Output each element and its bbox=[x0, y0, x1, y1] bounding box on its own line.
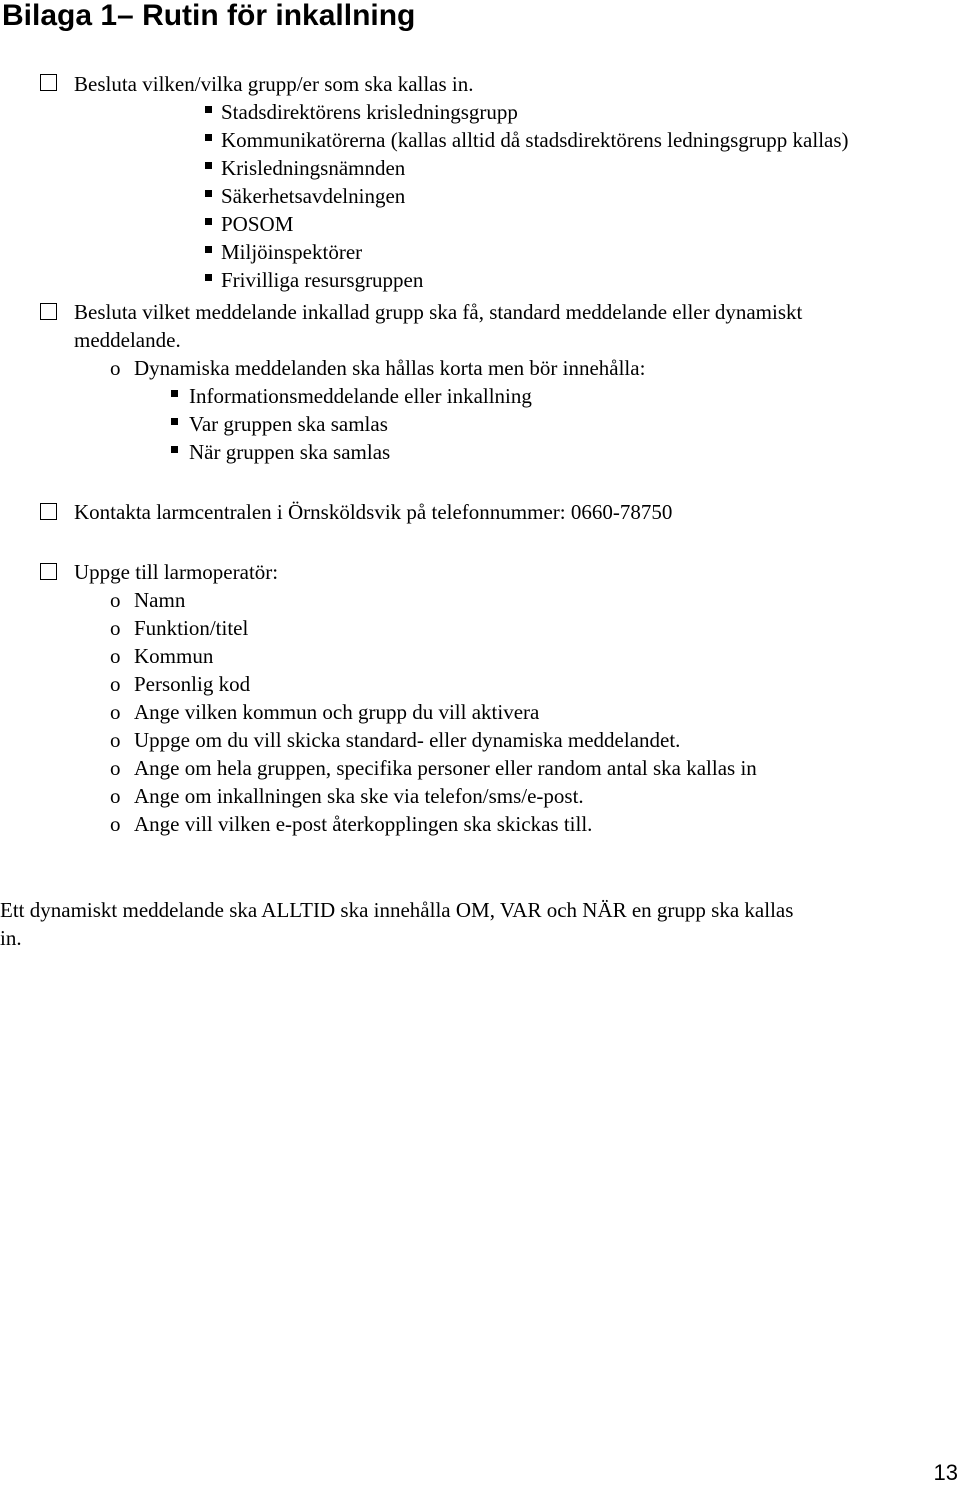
operator-info-item: Ange om inkallningen ska ske via telefon/sms/e-post. bbox=[134, 784, 584, 808]
circle-bullet-icon: o bbox=[110, 356, 121, 380]
circle-bullet-icon: o bbox=[110, 672, 121, 696]
group-item: Stadsdirektörens krisledningsgrupp bbox=[221, 100, 518, 124]
square-bullet-icon bbox=[205, 218, 212, 225]
circle-bullet-icon: o bbox=[110, 728, 121, 752]
checkbox-icon[interactable] bbox=[40, 563, 57, 580]
dynamic-message-item: När gruppen ska samlas bbox=[189, 440, 391, 464]
checkbox-icon[interactable] bbox=[40, 503, 57, 520]
circle-bullet-icon: o bbox=[110, 784, 121, 808]
circle-bullet-icon: o bbox=[110, 644, 121, 668]
dynamic-message-info: Dynamiska meddelanden ska hållas korta men bör innehålla: bbox=[134, 356, 646, 380]
footer-note: Ett dynamiskt meddelande ska ALLTID ska innehålla OM, VAR och NÄR en grupp ska kallas bbox=[0, 898, 794, 922]
checklist-item-select-message-cont: meddelande. bbox=[74, 328, 181, 352]
checklist-item-contact-alarm-center: Kontakta larmcentralen i Örnsköldsvik på telefonnummer: 0660-78750 bbox=[74, 500, 673, 524]
circle-bullet-icon: o bbox=[110, 812, 121, 836]
square-bullet-icon bbox=[171, 418, 178, 425]
circle-bullet-icon: o bbox=[110, 588, 121, 612]
square-bullet-icon bbox=[205, 162, 212, 169]
operator-info-item: Ange om hela gruppen, specifika personer eller random antal ska kallas in bbox=[134, 756, 757, 780]
group-item: Miljöinspektörer bbox=[221, 240, 363, 264]
checklist-item-tell-operator: Uppge till larmoperatör: bbox=[74, 560, 279, 584]
circle-bullet-icon: o bbox=[110, 616, 121, 640]
square-bullet-icon bbox=[205, 190, 212, 197]
dynamic-message-item: Informationsmeddelande eller inkallning bbox=[189, 384, 532, 408]
page-number: 13 bbox=[933, 1460, 958, 1485]
square-bullet-icon bbox=[205, 106, 212, 113]
square-bullet-icon bbox=[205, 274, 212, 281]
square-bullet-icon bbox=[171, 390, 178, 397]
operator-info-item: Ange vill vilken e-post återkopplingen ska skickas till. bbox=[134, 812, 593, 836]
checkbox-icon[interactable] bbox=[40, 303, 57, 320]
operator-info-item: Personlig kod bbox=[134, 672, 251, 696]
operator-info-item: Kommun bbox=[134, 644, 214, 668]
square-bullet-icon bbox=[205, 134, 212, 141]
operator-info-item: Funktion/titel bbox=[134, 616, 249, 640]
group-item: Kommunikatörerna (kallas alltid då stadsdirektörens ledningsgrupp kallas) bbox=[221, 128, 849, 152]
circle-bullet-icon: o bbox=[110, 756, 121, 780]
dynamic-message-item: Var gruppen ska samlas bbox=[189, 412, 388, 436]
square-bullet-icon bbox=[205, 246, 212, 253]
checklist-item-select-groups: Besluta vilken/vilka grupp/er som ska kallas in. bbox=[74, 72, 474, 96]
operator-info-item: Uppge om du vill skicka standard- eller dynamiska meddelandet. bbox=[134, 728, 681, 752]
checklist-item-select-message: Besluta vilket meddelande inkallad grupp ska få, standard meddelande eller dynamiskt bbox=[74, 300, 803, 324]
operator-info-item: Namn bbox=[134, 588, 186, 612]
group-item: Krisledningsnämnden bbox=[221, 156, 406, 180]
group-item: Frivilliga resursgruppen bbox=[221, 268, 424, 292]
circle-bullet-icon: o bbox=[110, 700, 121, 724]
group-item: Säkerhetsavdelningen bbox=[221, 184, 406, 208]
footer-note-cont: in. bbox=[0, 926, 22, 950]
operator-info-item: Ange vilken kommun och grupp du vill aktivera bbox=[134, 700, 540, 724]
page-title: Bilaga 1– Rutin för inkallning bbox=[2, 0, 416, 32]
square-bullet-icon bbox=[171, 446, 178, 453]
group-item: POSOM bbox=[221, 212, 294, 236]
checkbox-icon[interactable] bbox=[40, 74, 57, 91]
